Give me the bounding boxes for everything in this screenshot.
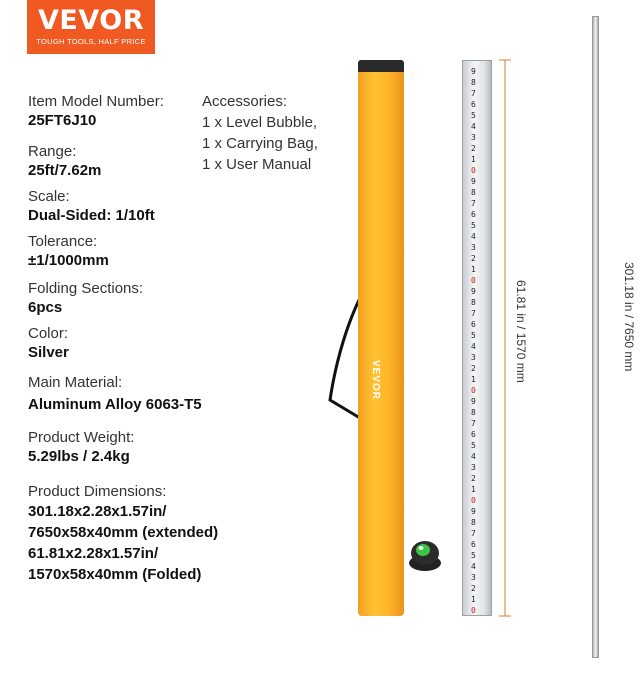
rod-scale-digit: 7 — [471, 419, 476, 428]
spec-value: 5.29lbs / 2.4kg — [28, 448, 130, 465]
spec-label: Tolerance: — [28, 233, 98, 250]
spec-value: 25FT6J10 — [28, 112, 97, 129]
rod-scale-digit: 6 — [471, 320, 476, 329]
spec-product-dimensions — [28, 482, 218, 585]
rod-scale-digit: 1 — [471, 485, 476, 494]
spec-value: Dual-Sided: 1/10ft — [28, 207, 155, 224]
spec-label: Product Weight: — [28, 429, 135, 446]
rod-scale-digit: 9 — [471, 507, 476, 516]
spec-value: 301.18x2.28x1.57in/ — [28, 503, 167, 520]
rod-scale-digit: 6 — [471, 100, 476, 109]
rod-scale-digit: 4 — [471, 562, 476, 571]
spec-label: Product Dimensions: — [28, 483, 167, 500]
bag-zipper-top — [358, 60, 404, 72]
spec-label: Range: — [28, 143, 77, 160]
rod-scale-digit: 5 — [471, 111, 476, 120]
rod-scale-digit: 0 — [471, 496, 476, 505]
rod-scale-digit: 9 — [471, 397, 476, 406]
spec-value: Silver — [28, 344, 69, 361]
spec-value: Aluminum Alloy 6063-T5 — [28, 396, 202, 413]
extended-leveling-rod-image — [592, 16, 599, 658]
folded-dimension-label: 61.81 in / 1570 mm — [514, 280, 528, 383]
rod-scale-digit: 2 — [471, 144, 476, 153]
rod-scale-digit: 6 — [471, 210, 476, 219]
folded-dimension-line — [498, 58, 512, 618]
spec-value: 7650x58x40mm (extended) — [28, 524, 219, 541]
rod-scale-digit: 6 — [471, 430, 476, 439]
rod-scale-digit: 9 — [471, 287, 476, 296]
extended-dimension-label: 301.18 in / 7650 mm — [622, 262, 636, 372]
spec-label: Item Model Number: — [28, 93, 164, 110]
rod-scale-digit: 3 — [471, 463, 476, 472]
rod-scale-digit: 3 — [471, 353, 476, 362]
rod-scale-digit: 0 — [471, 276, 476, 285]
rod-scale-digit: 4 — [471, 232, 476, 241]
vevor-logo — [27, 0, 155, 54]
spec-value: 6pcs — [28, 299, 63, 316]
folded-leveling-rod-image — [462, 60, 492, 616]
rod-scale-digit: 8 — [471, 408, 476, 417]
spec-range — [28, 142, 101, 181]
rod-scale-digit: 5 — [471, 551, 476, 560]
rod-scale-digit: 8 — [471, 298, 476, 307]
accessories-title: Accessories: — [202, 93, 288, 110]
rod-scale-digit: 5 — [471, 331, 476, 340]
rod-scale-digit: 4 — [471, 122, 476, 131]
bag-brand-label: VEVOR — [370, 360, 381, 401]
logo-brand-name: VEVOR — [37, 5, 144, 36]
level-bubble-image — [406, 537, 444, 573]
rod-scale-digit: 7 — [471, 529, 476, 538]
rod-scale-digit: 3 — [471, 133, 476, 142]
rod-scale-digit: 1 — [471, 155, 476, 164]
rod-scale-digit: 0 — [471, 386, 476, 395]
rod-scale-digit: 6 — [471, 540, 476, 549]
spec-tolerance — [28, 232, 109, 271]
rod-scale-digit: 8 — [471, 78, 476, 87]
rod-scale-digit: 7 — [471, 309, 476, 318]
rod-scale-digit: 2 — [471, 584, 476, 593]
spec-color — [28, 324, 69, 363]
accessory-item: 1 x User Manual — [202, 156, 312, 173]
rod-scale-digit: 3 — [471, 243, 476, 252]
rod-scale-digit: 3 — [471, 573, 476, 582]
logo-tagline: TOUGH TOOLS, HALF PRICE — [36, 37, 146, 46]
carrying-bag-image — [358, 60, 404, 616]
accessory-item: 1 x Carrying Bag, — [202, 135, 318, 152]
rod-scale-digit: 2 — [471, 364, 476, 373]
rod-scale-digit: 1 — [471, 265, 476, 274]
rod-scale-digit: 4 — [471, 452, 476, 461]
spec-value: 61.81x2.28x1.57in/ — [28, 545, 159, 562]
rod-scale-digit: 0 — [471, 606, 476, 615]
rod-scale-digit: 4 — [471, 342, 476, 351]
rod-scale-digit: 9 — [471, 67, 476, 76]
spec-value: 25ft/7.62m — [28, 162, 102, 179]
rod-scale-digit: 8 — [471, 188, 476, 197]
rod-scale-digit: 7 — [471, 89, 476, 98]
spec-label: Folding Sections: — [28, 280, 144, 297]
spec-main-material — [28, 373, 202, 415]
accessory-item: 1 x Level Bubble, — [202, 114, 318, 131]
rod-scale-digit: 9 — [471, 177, 476, 186]
rod-scale-digit: 5 — [471, 441, 476, 450]
spec-label: Scale: — [28, 188, 70, 205]
bag-body — [358, 68, 404, 616]
spec-folding-sections — [28, 279, 143, 318]
rod-scale-digit: 8 — [471, 518, 476, 527]
rod-scale-digit: 5 — [471, 221, 476, 230]
rod-scale-digit: 2 — [471, 474, 476, 483]
spec-value: ±1/1000mm — [28, 252, 109, 269]
spec-label: Main Material: — [28, 374, 123, 391]
rod-scale-digit: 1 — [471, 595, 476, 604]
spec-value: 1570x58x40mm (Folded) — [28, 566, 202, 583]
accessories-list — [202, 91, 318, 175]
rod-scale-digit: 1 — [471, 375, 476, 384]
spec-model-number — [28, 92, 164, 131]
rod-scale-digit: 2 — [471, 254, 476, 263]
rod-scale-digit: 7 — [471, 199, 476, 208]
spec-product-weight — [28, 428, 134, 467]
rod-scale-digit: 0 — [471, 166, 476, 175]
spec-scale — [28, 187, 155, 226]
spec-label: Color: — [28, 325, 69, 342]
